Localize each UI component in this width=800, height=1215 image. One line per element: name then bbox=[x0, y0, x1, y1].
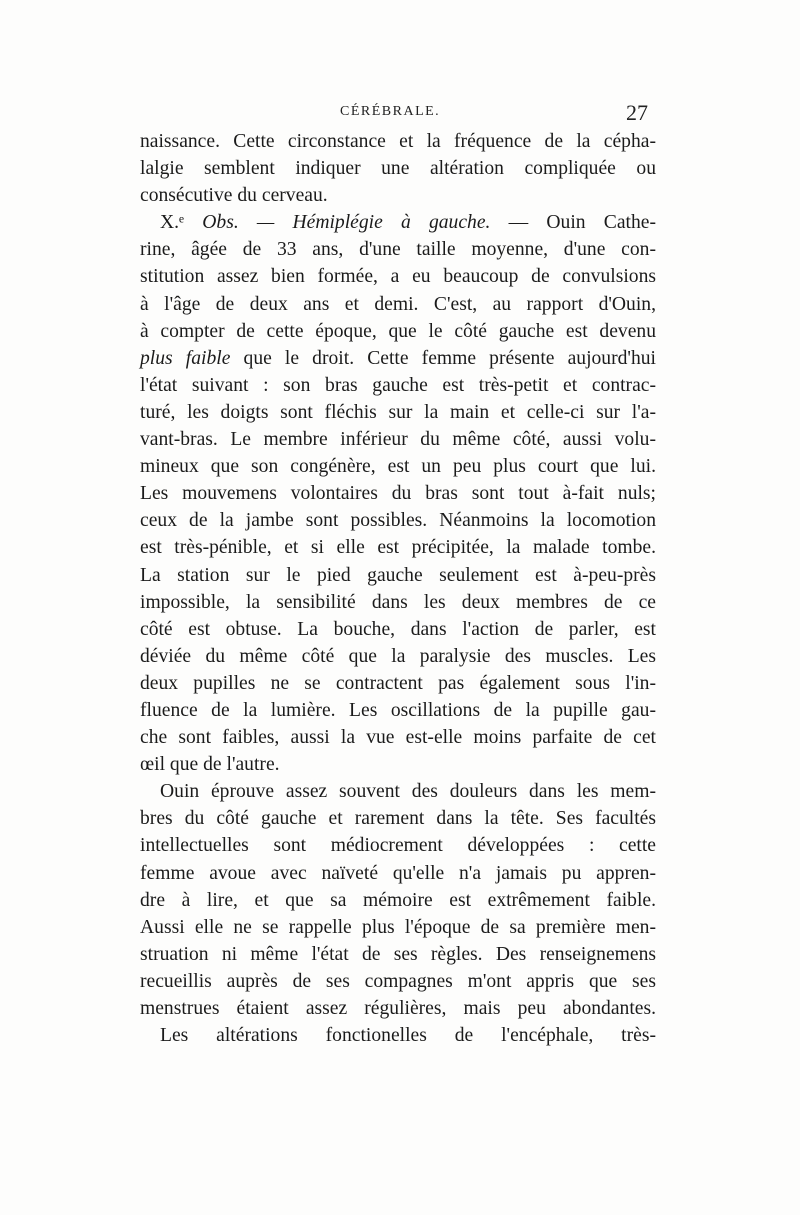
text-line: ceux de la jambe sont possibles. Néanmoins la locomotion bbox=[140, 510, 656, 532]
text-line: Les mouvemens volontaires du bras sont tout à-fait nuls; bbox=[140, 483, 656, 505]
plus-faible-rest: que le droit. Cette femme présente aujourd'hui bbox=[230, 347, 656, 369]
text-line: Les altérations fonctionelles de l'encéphale, très- bbox=[160, 1025, 656, 1047]
text-line: turé, les doigts sont fléchis sur la main et celle-ci sur l'a- bbox=[140, 401, 656, 423]
text-line: œil que de l'autre. bbox=[140, 754, 280, 776]
text-line: fluence de la lumière. Les oscillations de la pupille gau- bbox=[140, 699, 656, 721]
text-line: che sont faibles, aussi la vue est-elle moins parfaite de cet bbox=[140, 727, 656, 749]
text-line: consécutive du cerveau. bbox=[140, 185, 328, 207]
text-line: à l'âge de deux ans et demi. C'est, au rapport d'Ouin, bbox=[140, 293, 656, 315]
text-line: côté est obtuse. La bouche, dans l'action de parler, est bbox=[140, 618, 656, 640]
text-line: menstrues étaient assez régulières, mais peu abondantes. bbox=[140, 998, 656, 1019]
text-line: recueillis auprès de ses compagnes m'ont appris que ses bbox=[140, 970, 656, 992]
text-line: dre à lire, et que sa mémoire est extrêmement faible. bbox=[140, 889, 656, 911]
text-line: est très-pénible, et si elle est précipitée, la malade tombe. bbox=[140, 537, 656, 559]
text-line: l'état suivant : son bras gauche est très-petit et contrac- bbox=[140, 374, 656, 396]
text-line: vant-bras. Le membre inférieur du même côté, aussi volu- bbox=[140, 429, 656, 451]
plus-faible-line bbox=[140, 345, 656, 372]
observation-title: Obs. — Hémiplégie à gauche. bbox=[202, 212, 491, 234]
observation-heading-line bbox=[140, 209, 656, 236]
observation-heading-rest: — Ouin Cathe- bbox=[490, 212, 656, 234]
text-line: struation ni même l'état de ses règles. Des renseignemens bbox=[140, 943, 656, 965]
text-line: bres du côté gauche et rarement dans la tête. Ses facultés bbox=[140, 808, 656, 830]
text-line: Aussi elle ne se rappelle plus l'époque de sa première men- bbox=[140, 916, 656, 938]
text-line: déviée du même côté que la paralysie des muscles. Les bbox=[140, 645, 656, 667]
page-number: 27 bbox=[626, 100, 648, 125]
text-line: femme avoue avec naïveté qu'elle n'a jamais pu appren- bbox=[140, 862, 656, 884]
text-line: mineux que son congénère, est un peu plus court que lui. bbox=[140, 456, 656, 478]
text-line: stitution assez bien formée, a eu beaucoup de convulsions bbox=[140, 266, 656, 288]
text-line: naissance. Cette circonstance et la fréquence de la cépha- bbox=[140, 131, 656, 152]
running-head bbox=[0, 100, 800, 128]
observation-number: X.ᵉ bbox=[160, 212, 203, 234]
body-text bbox=[140, 128, 656, 1049]
text-line: deux pupilles ne se contractent pas également sous l'in- bbox=[140, 672, 656, 694]
text-line: à compter de cette époque, que le côté gauche est devenu bbox=[140, 320, 656, 342]
text-line: lalgie semblent indiquer une altération compliquée ou bbox=[140, 158, 656, 180]
text-line: Ouin éprouve assez souvent des douleurs dans les mem- bbox=[160, 781, 656, 803]
plus-faible-italic: plus faible bbox=[140, 347, 231, 369]
text-line: La station sur le pied gauche seulement est à-peu-près bbox=[140, 564, 656, 586]
text-line: impossible, la sensibilité dans les deux membres de ce bbox=[140, 591, 656, 613]
text-line: rine, âgée de 33 ans, d'une taille moyenne, d'une con- bbox=[140, 239, 656, 261]
running-title: CÉRÉBRALE. bbox=[340, 104, 441, 119]
text-line: intellectuelles sont médiocrement développées : cette bbox=[140, 835, 656, 857]
